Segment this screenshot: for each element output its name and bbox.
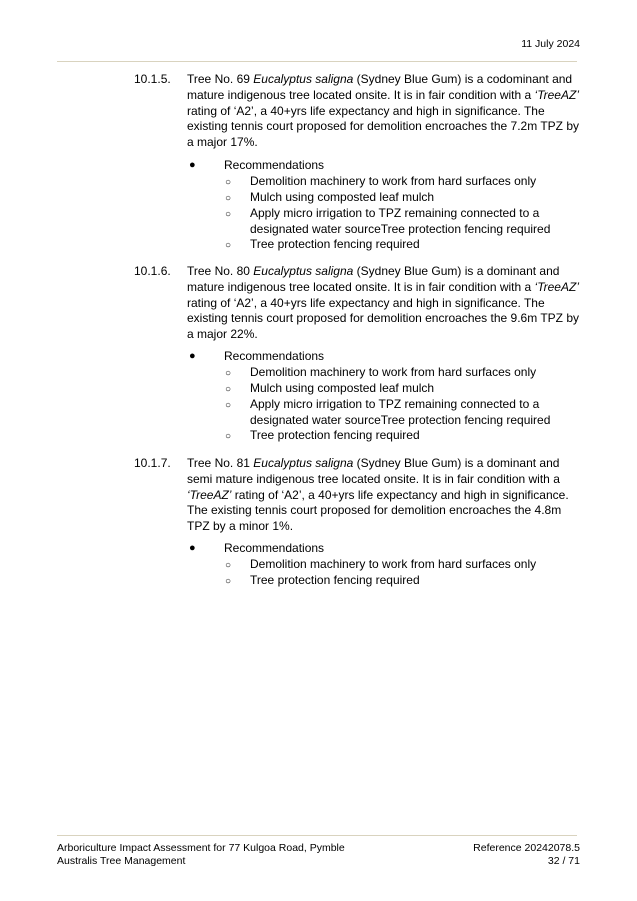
section-paragraph — [187, 72, 579, 151]
footer-company: Australis Tree Management — [57, 854, 186, 867]
section-paragraph — [187, 264, 579, 343]
para-outro: rating of ‘A2’, a 40+yrs life expectancy and high in significance. The existing tennis court proposed for demolition encroaches the 4.8m TPZ by a minor 1%. — [187, 487, 569, 534]
sub-item-text: Mulch using composted leaf mulch — [250, 190, 435, 204]
sub-item-text: Demolition machinery to work from hard surfaces only — [250, 365, 537, 379]
section-number: 10.1.7. — [134, 456, 171, 470]
sub-item-text: Mulch using composted leaf mulch — [250, 381, 435, 395]
species-name: Eucalyptus saligna — [253, 456, 354, 470]
sub-item-text: Demolition machinery to work from hard surfaces only — [250, 174, 537, 188]
circle-bullet-icon: ○ — [225, 576, 232, 587]
footer-reference: Reference 20242078.5 — [473, 842, 580, 854]
species-name: Eucalyptus saligna — [253, 264, 354, 278]
circle-bullet-icon: ○ — [225, 177, 232, 188]
para-intro: Tree No. 81 — [187, 456, 254, 470]
rating-term: ‘TreeAZ’ — [534, 87, 579, 102]
section-number: 10.1.5. — [134, 72, 171, 86]
footer-divider — [57, 835, 577, 836]
bullet-label: Recommendations — [224, 349, 325, 363]
para-intro: Tree No. 80 — [187, 264, 254, 278]
circle-bullet-icon: ○ — [225, 431, 232, 442]
bullet-dot-icon: ● — [189, 350, 196, 362]
sub-item-text: Tree protection fencing required — [250, 573, 420, 587]
bullet-label: Recommendations — [224, 158, 325, 172]
circle-bullet-icon: ○ — [225, 240, 232, 251]
sub-item-text: Tree protection fencing required — [250, 237, 420, 251]
rating-term: ‘TreeAZ’ — [187, 487, 232, 502]
species-name: Eucalyptus saligna — [253, 72, 354, 86]
circle-bullet-icon: ○ — [225, 193, 232, 204]
section-paragraph — [187, 456, 579, 535]
bullet-dot-icon: ● — [189, 159, 196, 171]
para-outro: rating of ‘A2’, a 40+yrs life expectancy and high in significance. The existing tennis court proposed for demolition encroaches the 7.2m TPZ by a major 17%. — [187, 103, 579, 150]
circle-bullet-icon: ○ — [225, 368, 232, 379]
bullet-label: Recommendations — [224, 541, 325, 555]
footer-document-title: Arboriculture Impact Assessment for 77 Kulgoa Road, Pymble — [57, 842, 345, 854]
footer-right — [473, 842, 580, 867]
circle-bullet-icon: ○ — [225, 384, 232, 395]
header-date: 11 July 2024 — [521, 38, 580, 50]
para-mid: (Sydney Blue Gum) is a dominant and mature indigenous tree located onsite. It is in fair condition with a — [187, 264, 560, 294]
sub-item-text: Apply micro irrigation to TPZ remaining connected to a designated water sourceTree protection fencing required — [250, 397, 551, 427]
sub-item-text: Apply micro irrigation to TPZ remaining connected to a designated water sourceTree protection fencing required — [250, 206, 551, 236]
para-outro: rating of ‘A2’, a 40+yrs life expectancy and high in significance. The existing tennis court proposed for demolition encroaches the 9.6m TPZ by a major 22%. — [187, 295, 579, 342]
section-number: 10.1.6. — [134, 264, 171, 278]
para-mid: (Sydney Blue Gum) is a dominant and semi mature indigenous tree located onsite. It is in fair condition with a — [187, 456, 560, 486]
circle-bullet-icon: ○ — [225, 209, 232, 220]
sub-item-text: Demolition machinery to work from hard surfaces only — [250, 557, 537, 571]
bullet-dot-icon: ● — [189, 542, 196, 554]
sub-item-text: Tree protection fencing required — [250, 428, 420, 442]
para-mid: (Sydney Blue Gum) is a codominant and mature indigenous tree located onsite. It is in fair condition with a — [187, 72, 573, 102]
header-divider — [57, 61, 577, 62]
footer-page-number: 32 / 71 — [547, 854, 580, 867]
rating-term: ‘TreeAZ’ — [534, 279, 579, 294]
circle-bullet-icon: ○ — [225, 560, 232, 571]
footer-left — [57, 842, 345, 867]
para-intro: Tree No. 69 — [187, 72, 254, 86]
circle-bullet-icon: ○ — [225, 400, 232, 411]
